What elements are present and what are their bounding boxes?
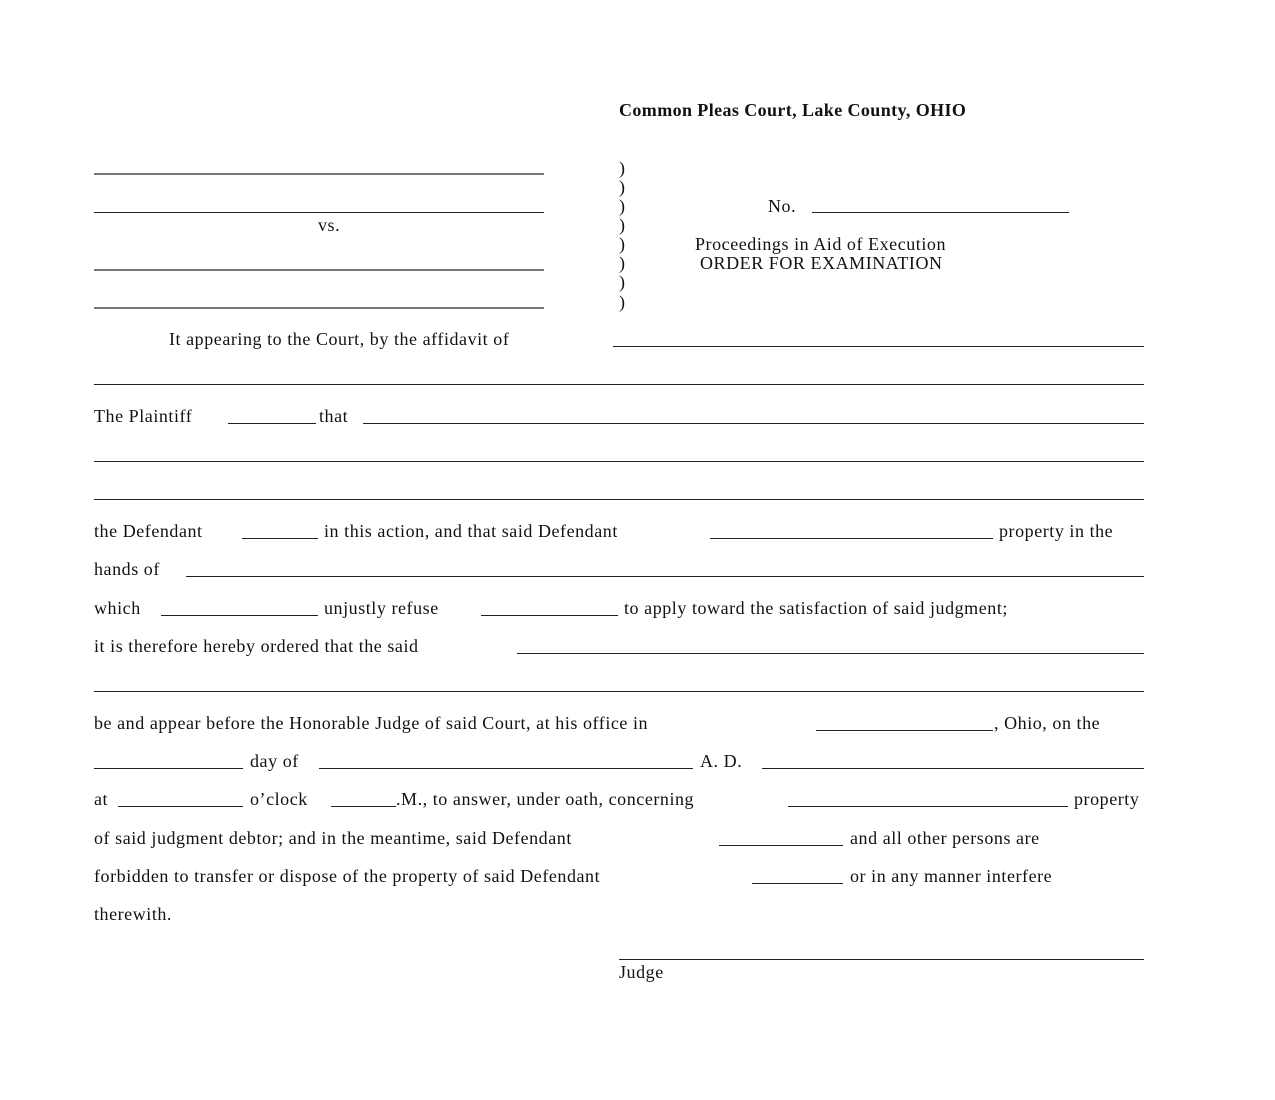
plaintiff-line-1[interactable] xyxy=(94,173,544,175)
ohio-text: , Ohio, on the xyxy=(994,713,1101,733)
month-field[interactable] xyxy=(319,768,693,769)
hour-field[interactable] xyxy=(118,806,243,807)
bracket: ) xyxy=(619,177,626,197)
defendant-field-2[interactable] xyxy=(719,845,843,846)
answer-text: .M., to answer, under oath, concerning xyxy=(396,789,695,809)
affidavit-line-2[interactable] xyxy=(94,384,1144,385)
bracket: ) xyxy=(619,234,626,254)
year-field[interactable] xyxy=(762,768,1144,769)
oclock-text: o’clock xyxy=(250,789,308,809)
vs-label: vs. xyxy=(318,215,341,235)
bracket: ) xyxy=(619,158,626,178)
plaintiff-verb-field[interactable] xyxy=(228,423,316,424)
statement-line-2[interactable] xyxy=(94,461,1144,462)
concerning-field[interactable] xyxy=(788,806,1068,807)
bracket: ) xyxy=(619,272,626,292)
hands-of-text: hands of xyxy=(94,559,160,579)
defendant-text: the Defendant xyxy=(94,521,203,541)
defendant-field-3[interactable] xyxy=(752,883,843,884)
which-text: which xyxy=(94,598,141,618)
bracket: ) xyxy=(619,196,626,216)
judge-label: Judge xyxy=(619,962,664,982)
defendant-line-2[interactable] xyxy=(94,307,544,309)
affiant-field[interactable] xyxy=(613,346,1144,347)
plaintiff-statement-field[interactable] xyxy=(363,423,1144,424)
ordered-party-line-2[interactable] xyxy=(94,691,1144,692)
interfere-text: or in any manner interfere xyxy=(850,866,1053,886)
proceedings-label: Proceedings in Aid of Execution xyxy=(695,234,947,254)
office-city-field[interactable] xyxy=(816,730,993,731)
debtor-text: of said judgment debtor; and in the meantime, said Defendant xyxy=(94,828,572,848)
persons-text: and all other persons are xyxy=(850,828,1040,848)
action-text: in this action, and that said Defendant xyxy=(324,521,618,541)
apply-text: to apply toward the satisfaction of said judgment; xyxy=(624,598,1008,618)
plaintiff-line-2[interactable] xyxy=(94,212,544,213)
property-text: property in the xyxy=(999,521,1114,541)
hands-of-field[interactable] xyxy=(186,576,1144,577)
which-field[interactable] xyxy=(161,615,318,616)
statement-line-3[interactable] xyxy=(94,499,1144,500)
ordered-party-field[interactable] xyxy=(517,653,1144,654)
bracket: ) xyxy=(619,253,626,273)
order-title: ORDER FOR EXAMINATION xyxy=(700,253,943,273)
bracket: ) xyxy=(619,292,626,312)
defendant-property-field[interactable] xyxy=(710,538,993,539)
refuse-text: unjustly refuse xyxy=(324,598,439,618)
day-field[interactable] xyxy=(94,768,243,769)
court-title: Common Pleas Court, Lake County, OHIO xyxy=(619,100,967,120)
affidavit-text: It appearing to the Court, by the affidavit of xyxy=(169,329,510,349)
defendant-field-1[interactable] xyxy=(242,538,318,539)
case-number-field[interactable] xyxy=(812,212,1069,213)
defendant-line-1[interactable] xyxy=(94,269,544,271)
judge-signature-line[interactable] xyxy=(619,959,1144,960)
case-number-label: No. xyxy=(768,196,797,216)
ordered-text: it is therefore hereby ordered that the said xyxy=(94,636,419,656)
that-text: that xyxy=(319,406,349,426)
refuse-field[interactable] xyxy=(481,615,618,616)
appear-text: be and appear before the Honorable Judge of said Court, at his office in xyxy=(94,713,649,733)
plaintiff-text: The Plaintiff xyxy=(94,406,193,426)
property-text-2: property xyxy=(1074,789,1140,809)
bracket: ) xyxy=(619,215,626,235)
at-text: at xyxy=(94,789,109,809)
therewith-text: therewith. xyxy=(94,904,172,924)
forbidden-text: forbidden to transfer or dispose of the property of said Defendant xyxy=(94,866,601,886)
am-pm-field[interactable] xyxy=(331,806,396,807)
ad-text: A. D. xyxy=(700,751,743,771)
day-of-text: day of xyxy=(250,751,299,771)
